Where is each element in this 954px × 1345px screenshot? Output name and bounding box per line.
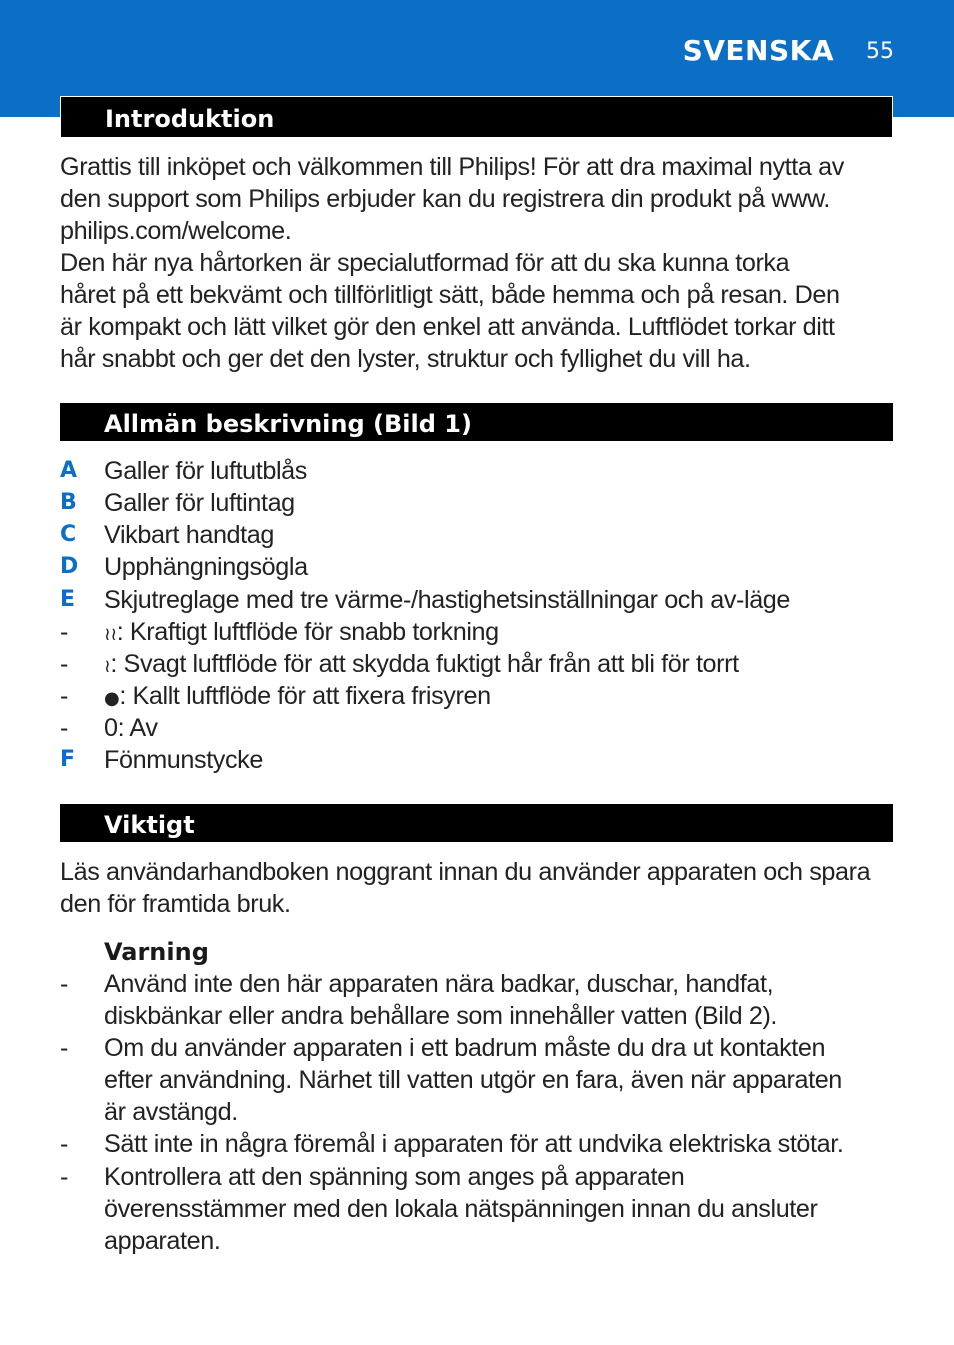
intro-paragraph-1 xyxy=(60,151,900,247)
text-line: efter användning. Närhet till vatten utgör en fara, även när apparaten xyxy=(104,1066,842,1094)
text-line: philips.com/welcome. xyxy=(60,217,292,245)
section-title-description: Allmän beskrivning (Bild 1) xyxy=(60,403,893,441)
section-title-viktigt: Viktigt xyxy=(60,804,893,842)
item-key: F xyxy=(60,747,75,772)
item-text: Galler för luftutblås xyxy=(104,457,307,485)
text-line: apparaten. xyxy=(104,1227,221,1255)
bullet-dash: - xyxy=(60,1034,68,1062)
setting-text: 0: Av xyxy=(104,714,158,742)
item-key: A xyxy=(60,458,77,483)
high-airflow-icon: ≀≀ xyxy=(104,624,117,645)
language-title: SVENSKA xyxy=(682,34,834,67)
bullet-dash: - xyxy=(60,682,68,710)
text-line: hår snabbt och ger det den lyster, struktur och fyllighet du vill ha. xyxy=(60,345,751,373)
item-text: Fönmunstycke xyxy=(104,746,263,774)
bullet-dash: - xyxy=(60,1130,68,1158)
text-line: Använd inte den här apparaten nära badkar, duschar, handfat, xyxy=(104,970,774,998)
bullet-dash: - xyxy=(60,714,68,742)
intro-paragraph-2 xyxy=(60,247,900,375)
bullet-dash: - xyxy=(60,650,68,678)
item-key: E xyxy=(60,587,75,612)
setting-text: : Svagt luftflöde för att skydda fuktigt hår från att bli för torrt xyxy=(110,650,739,678)
page-number: 55 xyxy=(866,39,894,64)
text-line: är kompakt och lätt vilket gör den enkel att använda. Luftflödet torkar ditt xyxy=(60,313,835,341)
text-line: överensstämmer med den lokala nätspänningen innan du ansluter xyxy=(104,1195,818,1223)
low-airflow-icon: ≀ xyxy=(104,656,111,677)
text-line: Om du använder apparaten i ett badrum måste du dra ut kontakten xyxy=(104,1034,826,1062)
text-line: Läs användarhandboken noggrant innan du använder apparaten och spara xyxy=(60,858,871,886)
text-line: Den här nya hårtorken är specialutformad för att du ska kunna torka xyxy=(60,249,790,277)
setting-text: : Kallt luftflöde för att fixera frisyren xyxy=(119,682,491,710)
item-text: Upphängningsögla xyxy=(104,553,308,581)
text-line: den support som Philips erbjuder kan du registrera din produkt på www. xyxy=(60,185,831,213)
section-title-introduktion: Introduktion xyxy=(60,96,893,138)
text-line: Sätt inte in några föremål i apparaten för att undvika elektriska stötar. xyxy=(104,1130,844,1158)
text-line: håret på ett bekvämt och tillförlitligt sätt, både hemma och på resan. Den xyxy=(60,281,840,309)
item-text: Vikbart handtag xyxy=(104,521,274,549)
item-text: Skjutreglage med tre värme-/hastighetsinställningar och av-läge xyxy=(104,586,791,614)
important-paragraph xyxy=(60,856,900,920)
text-line: diskbänkar eller andra behållare som innehåller vatten (Bild 2). xyxy=(104,1002,778,1030)
bullet-dash: - xyxy=(60,618,68,646)
item-key: D xyxy=(60,554,78,579)
cool-airflow-icon: ● xyxy=(104,688,120,709)
bullet-dash: - xyxy=(60,1163,68,1191)
item-key: B xyxy=(60,490,77,515)
setting-text: : Kraftigt luftflöde för snabb torkning xyxy=(116,618,499,646)
text-line: den för framtida bruk. xyxy=(60,890,291,918)
text-line: Grattis till inköpet och välkommen till Philips! För att dra maximal nytta av xyxy=(60,153,844,181)
warning-heading: Varning xyxy=(104,938,209,966)
bullet-dash: - xyxy=(60,970,68,998)
text-line: är avstängd. xyxy=(104,1098,238,1126)
item-text: Galler för luftintag xyxy=(104,489,295,517)
item-key: C xyxy=(60,522,76,547)
text-line: Kontrollera att den spänning som anges på apparaten xyxy=(104,1163,685,1191)
